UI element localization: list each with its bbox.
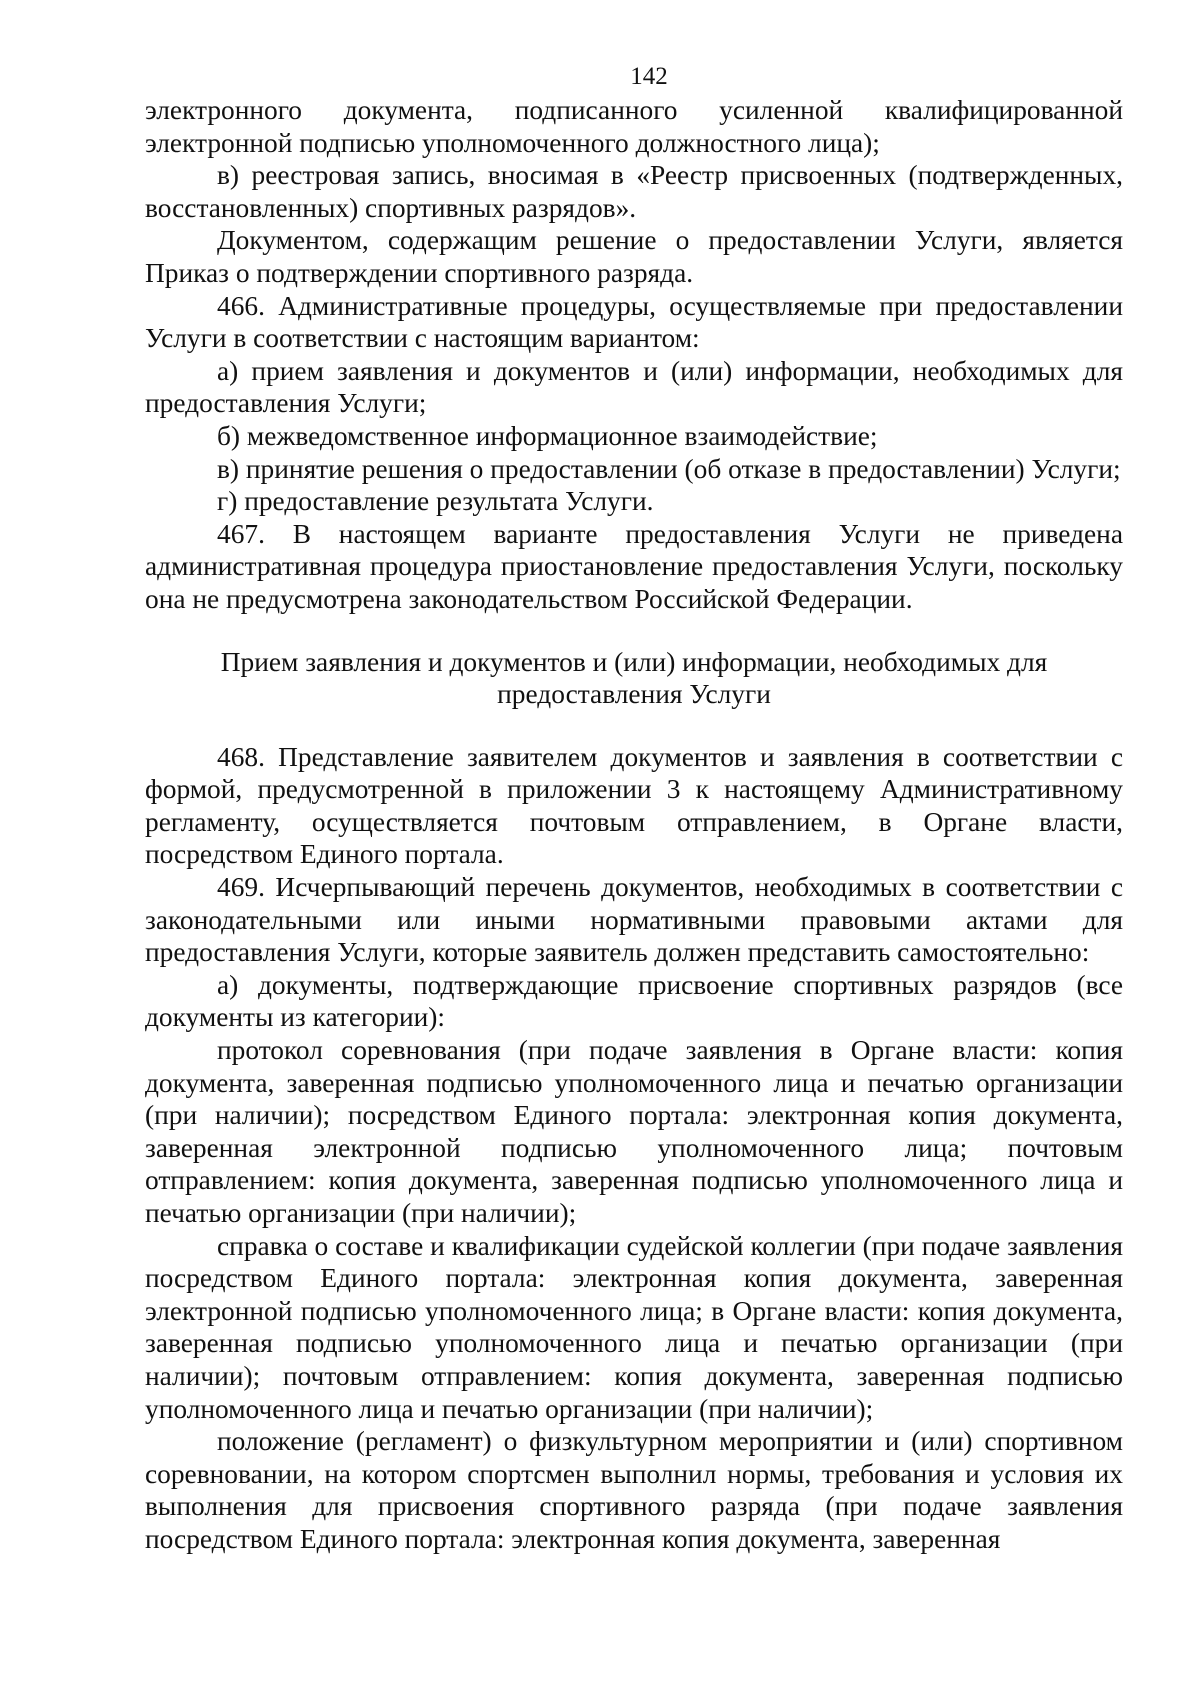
paragraph-item-a: а) прием заявления и документов и (или) информации, необходимых для предоставления Услуги; (145, 355, 1123, 419)
page-number: 142 (630, 63, 668, 90)
paragraph-item-a-documents: а) документы, подтверждающие присвоение спортивных разрядов (все документы из категории): (145, 969, 1123, 1033)
paragraph-469: 469. Исчерпывающий перечень документов, необходимых в соответствии с законодательными или иными нормативными правовыми актами для предоставления Услуги, которые заявитель должен представить самостоятельно: (145, 872, 1123, 968)
document-page (145, 60, 1123, 1556)
paragraph-468: 468. Представление заявителем документов и заявления в соответствии с формой, предусмотренной в приложении 3 к настоящему Административному регламенту, осуществляется почтовым отправлением, в Органе власти, посредством Единого портала. (145, 741, 1123, 870)
paragraph-item-v-decision: в) принятие решения о предоставлении (об отказе в предоставлении) Услуги; (217, 453, 1121, 484)
section-heading: Прием заявления и документов и (или) информации, необходимых для предоставления Услуги (220, 646, 1048, 710)
paragraph-protocol: протокол соревнования (при подаче заявления в Органе власти: копия документа, заверенная подписью уполномоченного лица и печатью организации (при наличии); посредством Единого портала: электронная копия документа, заверенная электронной подписью уполномоченного лица; почтовым отправлением: копия документа, заверенная подписью уполномоченного лица и печатью организации (при наличии); (145, 1035, 1123, 1228)
paragraph-item-v-registry: в) реестровая запись, вносимая в «Реестр присвоенных (подтвержденных, восстановленных) спортивных разрядов». (145, 160, 1123, 223)
paragraph-result-document: Документом, содержащим решение о предоставлении Услуги, является Приказ о подтверждении спортивного разряда. (145, 225, 1123, 288)
paragraph-continuation: электронного документа, подписанного усиленной квалифицированной электронной подписью уполномоченного должностного лица); (145, 95, 1123, 158)
paragraph-466: 466. Административные процедуры, осуществляемые при предоставлении Услуги в соответствии с настоящим вариантом: (145, 290, 1123, 354)
paragraph-judges-certificate: справка о составе и квалификации судейской коллегии (при подаче заявления посредством Единого портала: электронная копия документа, заверенная электронной подписью уполномоченного лица; в Органе власти: копия документа, заверенная подписью уполномоченного лица и печатью организации (при наличии); почтовым отправлением: копия документа, заверенная подписью уполномоченного лица и печатью организации (при наличии); (145, 1230, 1123, 1424)
paragraph-item-g: г) предоставление результата Услуги. (217, 486, 654, 517)
paragraph-467: 467. В настоящем варианте предоставления Услуги не приведена административная процедура приостановление предоставления Услуги, поскольку она не предусмотрена законодательством Российской Федерации. (145, 518, 1123, 614)
paragraph-item-b: б) межведомственное информационное взаимодействие; (217, 420, 878, 451)
paragraph-regulation: положение (регламент) о физкультурном мероприятии и (или) спортивном соревновании, на котором спортсмен выполнил нормы, требования и условия их выполнения для присвоения спортивного разряда (при подаче заявления посредством Единого портала: электронная копия документа, заверенная (145, 1426, 1123, 1554)
